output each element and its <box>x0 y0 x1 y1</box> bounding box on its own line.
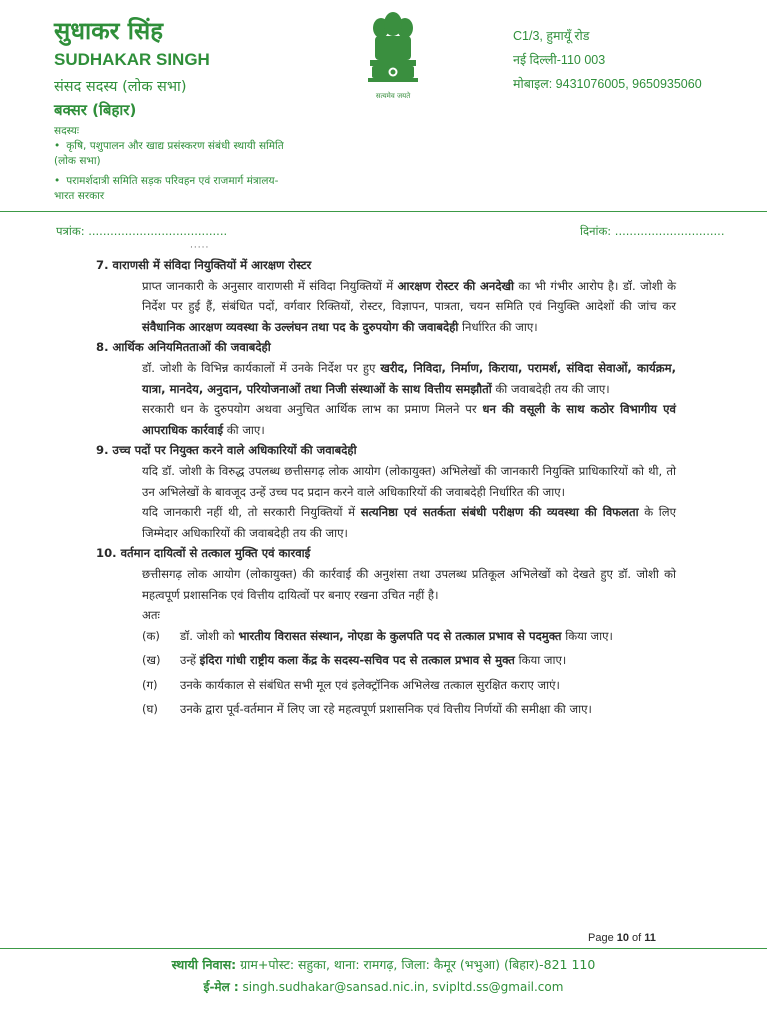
national-emblem-icon <box>362 6 424 106</box>
mp-designation: संसद सदस्य (लोक सभा) <box>54 79 187 95</box>
mobile-line: मोबाइल: 9431076005, 9650935060 <box>513 77 702 91</box>
mp-name-english: SUDHAKAR SINGH <box>54 50 210 69</box>
section-heading: 10. वर्तमान दायित्वों से तत्काल मुक्ति एवं कारवाई <box>96 546 311 561</box>
section-heading: 7. वाराणसी में संविदा नियुक्तियों में आरक्षण रोस्टर <box>96 258 312 272</box>
mp-name-hindi: सुधाकर सिंह <box>54 17 163 45</box>
paragraph: डॉ. जोशी के विभिन्न कार्यकालों में उनके निर्देश पर हुए खरीद, निविदा, निर्माण, किराया, परामर्श, संविदा सेवाओं, कार्यक्रम, यात्रा, मानदेय, अनुदान, परियोजनाओं तथा निजी संस्थाओं के साथ वित्तीय समझौतों की जवाबदेही तय की जाए। <box>142 360 676 396</box>
list-item: (घ) उनके द्वारा पूर्व-वर्तमान में लिए जा रहे महत्वपूर्ण प्रशासनिक एवं वित्तीय निर्णयों की समीक्षा की जाए। <box>142 702 592 717</box>
permanent-address: स्थायी निवास: ग्राम+पोस्ट: सहुका, थाना: रामगढ़, जिला: कैमूर (भभुआ) (बिहार)-821 110 <box>171 957 596 972</box>
email-line: ई-मेल : singh.sudhakar@sansad.nic.in, svipltd.ss@gmail.com <box>203 980 564 994</box>
paragraph: प्राप्त जानकारी के अनुसार वाराणसी में संविदा नियुक्तियों में आरक्षण रोस्टर की अनदेखी का भी गंभीर आरोप है। डॉ. जोशी के निर्देश पर हुई हैं, संबंधित पदों, वर्गवार रिक्तियों, रोस्टर, विज्ञापन, पात्रता, चयन समिति एवं नियुक्ति आदेशों की जांच कर संवैधानिक आरक्षण व्यवस्था के उल्लंघन तथा पद के दुरुपयोग की जवाबदेही निर्धारित की जाए। <box>142 278 677 334</box>
section-heading: 8. आर्थिक अनियमितताओं की जवाबदेही <box>96 340 271 355</box>
emblem-motto: सत्यमेव जयते <box>375 92 411 100</box>
membership-item: • परामर्शदात्री समिति सड़क परिवहन एवं राजमार्ग मंत्रालय-भारत सरकार <box>54 175 279 202</box>
paragraph: छत्तीसगढ़ लोक आयोग (लोकायुक्त) की कार्रवाई की अनुशंसा तथा उपलब्ध प्रतिकूल अभिलेखों को देखते हुए डॉ. जोशी को महत्वपूर्ण प्रशासनिक एवं वित्तीय दायित्वों पर बनाए रखना उचित नहीं है। <box>142 566 676 602</box>
page-number: Page 10 of 11 <box>588 932 656 944</box>
paragraph: अतः <box>142 608 160 623</box>
address-line: C1/3, हुमायूँ रोड <box>513 29 590 43</box>
list-item: (ग) उनके कार्यकाल से संबंधित सभी मूल एवं इलेक्ट्रॉनिक अभिलेख तत्काल सुरक्षित कराए जाएं। <box>142 677 560 692</box>
membership-item: • कृषि, पशुपालन और खाद्य प्रसंस्करण संबंधी स्थायी समिति (लोक सभा) <box>54 140 284 167</box>
letter-body <box>96 255 676 724</box>
office-address <box>513 24 702 96</box>
reference-number-field: पत्रांक: ...................................... <box>56 224 228 238</box>
list-item: (क) डॉ. जोशी को भारतीय विरासत संस्थान, नोएडा के कुलपति पद से तत्काल प्रभाव से पदमुक्त किया जाए। <box>142 628 613 643</box>
section-heading: 9. उच्च पदों पर नियुक्त करने वाले अधिकारियों की जवाबदेही <box>96 443 357 458</box>
paragraph: सरकारी धन के दुरुपयोग अथवा अनुचित आर्थिक लाभ का प्रमाण मिलने पर धन की वसूली के साथ कठोर विभागीय एवं आपराधिक कार्रवाई की जाए। <box>142 402 676 437</box>
footer-divider <box>0 948 767 949</box>
list-item: (ख) उन्हें इंदिरा गांधी राष्ट्रीय कला केंद्र के सदस्य-सचिव पद से तत्काल प्रभाव से मुक्त किया जाए। <box>142 653 567 668</box>
paragraph: यदि डॉ. जोशी के विरुद्ध उपलब्ध छत्तीसगढ़ लोक आयोग (लोकायुक्त) अभिलेखों की जानकारी नियुक्ति प्राधिकारियों को थी, तो उन अभिलेखों के बावजूद उन्हें उच्च पद प्रदान करने वाले अधिकारियों की जवाबदेही निर्धारित की जाए। <box>142 463 676 499</box>
header-divider <box>0 211 767 212</box>
date-field: दिनांक: .............................. <box>580 224 725 238</box>
paragraph: यदि जानकारी नहीं थी, तो सरकारी नियुक्तियों में सत्यनिष्ठा एवं सतर्कता संबंधी परीक्षण की व्यवस्था की विफलता के लिए जिम्मेदार अधिकारियों की जवाबदेही तय की जाए। <box>142 505 676 540</box>
constituency: बक्सर (बिहार) <box>54 101 137 119</box>
member-label: सदस्यः <box>54 125 79 137</box>
stray-marks: ····· <box>190 243 210 253</box>
address-line: नई दिल्ली-110 003 <box>513 53 606 67</box>
